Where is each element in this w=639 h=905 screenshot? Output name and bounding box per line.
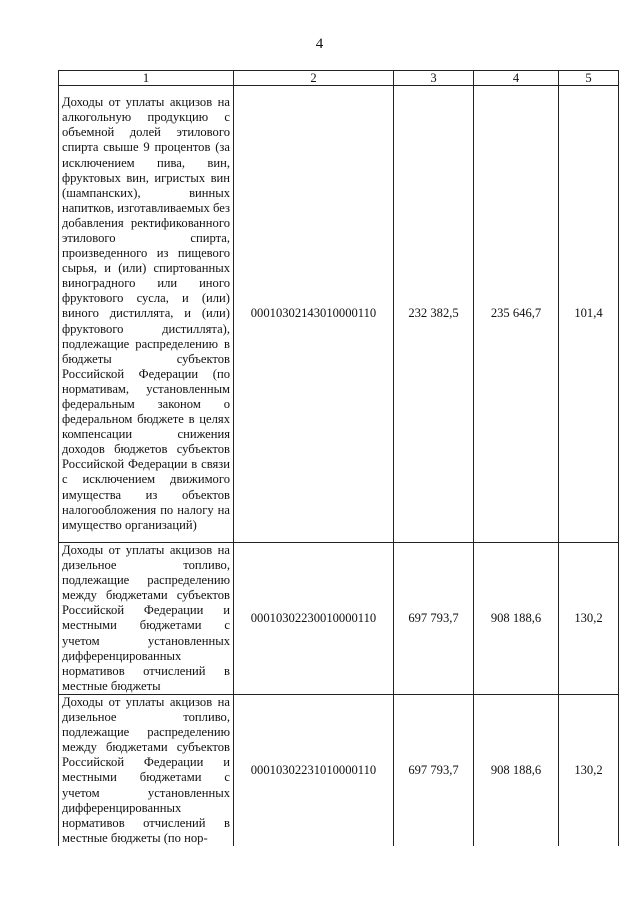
income-name-cell: Доходы от уплаты акцизов на дизельное топливо, подлежащие распределению между бюджетами субъектов Российской Федерации и местными бюджетами с учетом установленных дифференцированных нормативов отчислений в местные бюджеты (по нор- [59, 694, 234, 845]
table-row [59, 86, 619, 543]
percent-value-cell: 130,2 [559, 543, 619, 695]
column-header-3: 3 [394, 71, 474, 86]
column-header-4: 4 [474, 71, 559, 86]
percent-value-cell: 101,4 [559, 86, 619, 543]
table-row [59, 543, 619, 695]
percent-value-cell: 130,2 [559, 694, 619, 845]
column-header-2: 2 [234, 71, 394, 86]
revenue-table [58, 70, 619, 846]
plan-value-cell: 697 793,7 [394, 543, 474, 695]
plan-value-cell: 697 793,7 [394, 694, 474, 845]
column-header-5: 5 [559, 71, 619, 86]
budget-code-cell: 00010302231010000110 [234, 694, 394, 845]
page-number: 4 [315, 36, 324, 52]
actual-value-cell: 908 188,6 [474, 543, 559, 695]
column-header-1: 1 [59, 71, 234, 86]
actual-value-cell: 908 188,6 [474, 694, 559, 845]
actual-value-cell: 235 646,7 [474, 86, 559, 543]
table-row [59, 694, 619, 845]
income-name-cell: Доходы от уплаты акцизов на алкогольную продукцию с объемной долей этилового спирта свыше 9 процентов (за исключением пива, вин, фруктовых вин, игристых вин (шампанских), винных напитков, изготавливаемых без добавления ректификованного этилового спирта, произведенного из пищевого сырья, и (или) спиртованных виноградного или иного фруктового сусла, и (или) виного дистиллята, и (или) фруктового дистиллята), подлежащие распределению в бюджеты субъектов Российской Федерации (по нормативам, установленным федеральным законом о федеральном бюджете в целях компенсации снижения доходов бюджетов субъектов Российской Федерации в связи с исключением движимого имущества из объектов налогообложения по налогу на имущество организаций) [59, 86, 234, 543]
budget-code-cell: 00010302230010000110 [234, 543, 394, 695]
table-header-row [59, 71, 619, 86]
income-name-cell: Доходы от уплаты акцизов на дизельное топливо, подлежащие распределению между бюджетами субъектов Российской Федерации и местными бюджетами с учетом установленных дифференцированных нормативов отчислений в местные бюджеты [59, 543, 234, 695]
budget-code-cell: 00010302143010000110 [234, 86, 394, 543]
plan-value-cell: 232 382,5 [394, 86, 474, 543]
